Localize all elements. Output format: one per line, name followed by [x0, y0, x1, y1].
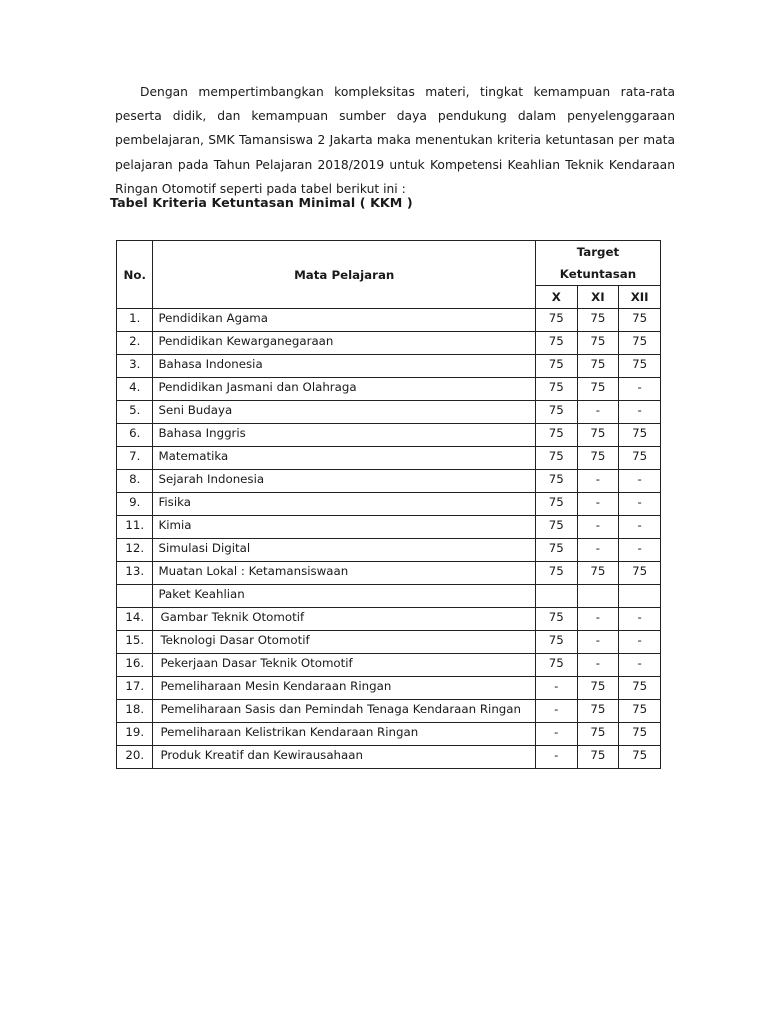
target-xii: - [619, 401, 661, 424]
target-xi: 75 [577, 309, 619, 332]
row-number: 12. [117, 539, 153, 562]
target-xi: - [577, 516, 619, 539]
subject-name: Pendidikan Jasmani dan Olahraga [153, 378, 535, 401]
target-xi: - [577, 401, 619, 424]
table-row [117, 309, 661, 332]
target-x: 75 [535, 539, 577, 562]
table-row [117, 677, 661, 700]
target-xi: 75 [577, 355, 619, 378]
header-grade-xii: XII [619, 286, 661, 309]
target-xii: - [619, 608, 661, 631]
target-x: 75 [535, 309, 577, 332]
table-row [117, 562, 661, 585]
table-row [117, 332, 661, 355]
row-number: 14. [117, 608, 153, 631]
subject-name: Sejarah Indonesia [153, 470, 535, 493]
row-number: 3. [117, 355, 153, 378]
table-row [117, 378, 661, 401]
subject-name: Kimia [153, 516, 535, 539]
row-number: 19. [117, 723, 153, 746]
target-xii: - [619, 654, 661, 677]
target-x: 75 [535, 447, 577, 470]
target-x: - [535, 723, 577, 746]
target-xii: 75 [619, 677, 661, 700]
subject-name: Bahasa Inggris [153, 424, 535, 447]
subject-name: Teknologi Dasar Otomotif [153, 631, 535, 654]
subject-name: Pendidikan Agama [153, 309, 535, 332]
subject-name: Simulasi Digital [153, 539, 535, 562]
target-xi: 75 [577, 378, 619, 401]
target-xii: 75 [619, 447, 661, 470]
subject-name: Muatan Lokal : Ketamansiswaan [153, 562, 535, 585]
target-x: 75 [535, 631, 577, 654]
table-row [117, 401, 661, 424]
target-x: 75 [535, 378, 577, 401]
target-xi: - [577, 654, 619, 677]
target-xii: 75 [619, 723, 661, 746]
target-xi: 75 [577, 723, 619, 746]
row-number: 13. [117, 562, 153, 585]
table-row [117, 654, 661, 677]
target-x: - [535, 746, 577, 769]
target-xi: - [577, 539, 619, 562]
table-row [117, 470, 661, 493]
target-xi [577, 585, 619, 608]
subject-name: Pekerjaan Dasar Teknik Otomotif [153, 654, 535, 677]
target-xi: 75 [577, 562, 619, 585]
target-xi: - [577, 631, 619, 654]
table-row [117, 608, 661, 631]
header-grade-x: X [535, 286, 577, 309]
target-xi: 75 [577, 700, 619, 723]
target-xi: - [577, 608, 619, 631]
target-xi: 75 [577, 447, 619, 470]
row-number: 9. [117, 493, 153, 516]
table-row [117, 700, 661, 723]
table-row [117, 424, 661, 447]
target-x: 75 [535, 424, 577, 447]
target-xii: - [619, 631, 661, 654]
header-subject: Mata Pelajaran [153, 241, 535, 309]
table-row [117, 355, 661, 378]
row-number: 8. [117, 470, 153, 493]
target-x: 75 [535, 516, 577, 539]
header-no: No. [117, 241, 153, 309]
target-xi: 75 [577, 332, 619, 355]
target-x [535, 585, 577, 608]
target-x: 75 [535, 332, 577, 355]
table-section-row [117, 585, 661, 608]
target-xii: 75 [619, 309, 661, 332]
section-label: Paket Keahlian [153, 585, 535, 608]
table-row [117, 539, 661, 562]
row-number: 11. [117, 516, 153, 539]
row-number: 4. [117, 378, 153, 401]
row-number: 20. [117, 746, 153, 769]
subject-name: Gambar Teknik Otomotif [153, 608, 535, 631]
header-target: Target Ketuntasan [535, 241, 660, 286]
target-xii: 75 [619, 746, 661, 769]
target-xii: 75 [619, 355, 661, 378]
subject-name: Produk Kreatif dan Kewirausahaan [153, 746, 535, 769]
target-xi: 75 [577, 424, 619, 447]
target-xii: 75 [619, 700, 661, 723]
target-xii: 75 [619, 562, 661, 585]
subject-name: Pemeliharaan Mesin Kendaraan Ringan [153, 677, 535, 700]
subject-name: Pemeliharaan Kelistrikan Kendaraan Ringan [153, 723, 535, 746]
target-x: 75 [535, 608, 577, 631]
header-grade-xi: XI [577, 286, 619, 309]
row-number: 7. [117, 447, 153, 470]
table-row [117, 723, 661, 746]
row-number: 18. [117, 700, 153, 723]
table-row [117, 516, 661, 539]
target-x: - [535, 700, 577, 723]
target-xi: - [577, 470, 619, 493]
table-row [117, 746, 661, 769]
target-xii [619, 585, 661, 608]
target-x: 75 [535, 654, 577, 677]
subject-name: Pendidikan Kewarganegaraan [153, 332, 535, 355]
target-xii: - [619, 539, 661, 562]
target-x: 75 [535, 493, 577, 516]
target-x: 75 [535, 355, 577, 378]
intro-paragraph: Dengan mempertimbangkan kompleksitas materi, tingkat kemampuan rata-rata peserta didik, dan kemampuan sumber daya pendukung dalam penyelenggaraan pembelajaran, SMK Tamansiswa 2 Jakarta maka menentukan kriteria ketuntasan per mata pelajaran pada Tahun Pelajaran 2018/2019 untuk Kompetensi Keahlian Teknik Kendaraan Ringan Otomotif seperti pada tabel berikut ini : [115, 85, 675, 196]
subject-name: Seni Budaya [153, 401, 535, 424]
target-xi: - [577, 493, 619, 516]
subject-name: Pemeliharaan Sasis dan Pemindah Tenaga Kendaraan Ringan [153, 700, 535, 723]
target-xii: 75 [619, 424, 661, 447]
subject-name: Matematika [153, 447, 535, 470]
target-x: - [535, 677, 577, 700]
row-number: 15. [117, 631, 153, 654]
table-row [117, 631, 661, 654]
target-xii: - [619, 493, 661, 516]
row-number: 6. [117, 424, 153, 447]
subject-name: Bahasa Indonesia [153, 355, 535, 378]
row-number: 5. [117, 401, 153, 424]
row-number [117, 585, 153, 608]
target-x: 75 [535, 562, 577, 585]
target-xi: 75 [577, 746, 619, 769]
target-xii: 75 [619, 332, 661, 355]
kkm-table-body [117, 309, 661, 769]
target-xii: - [619, 516, 661, 539]
target-xii: - [619, 470, 661, 493]
table-title: Tabel Kriteria Ketuntasan Minimal ( KKM ) [110, 195, 413, 210]
subject-name: Fisika [153, 493, 535, 516]
row-number: 17. [117, 677, 153, 700]
target-x: 75 [535, 470, 577, 493]
target-x: 75 [535, 401, 577, 424]
target-xi: 75 [577, 677, 619, 700]
table-row [117, 447, 661, 470]
row-number: 1. [117, 309, 153, 332]
row-number: 2. [117, 332, 153, 355]
row-number: 16. [117, 654, 153, 677]
kkm-table [116, 240, 661, 769]
target-xii: - [619, 378, 661, 401]
table-row [117, 493, 661, 516]
